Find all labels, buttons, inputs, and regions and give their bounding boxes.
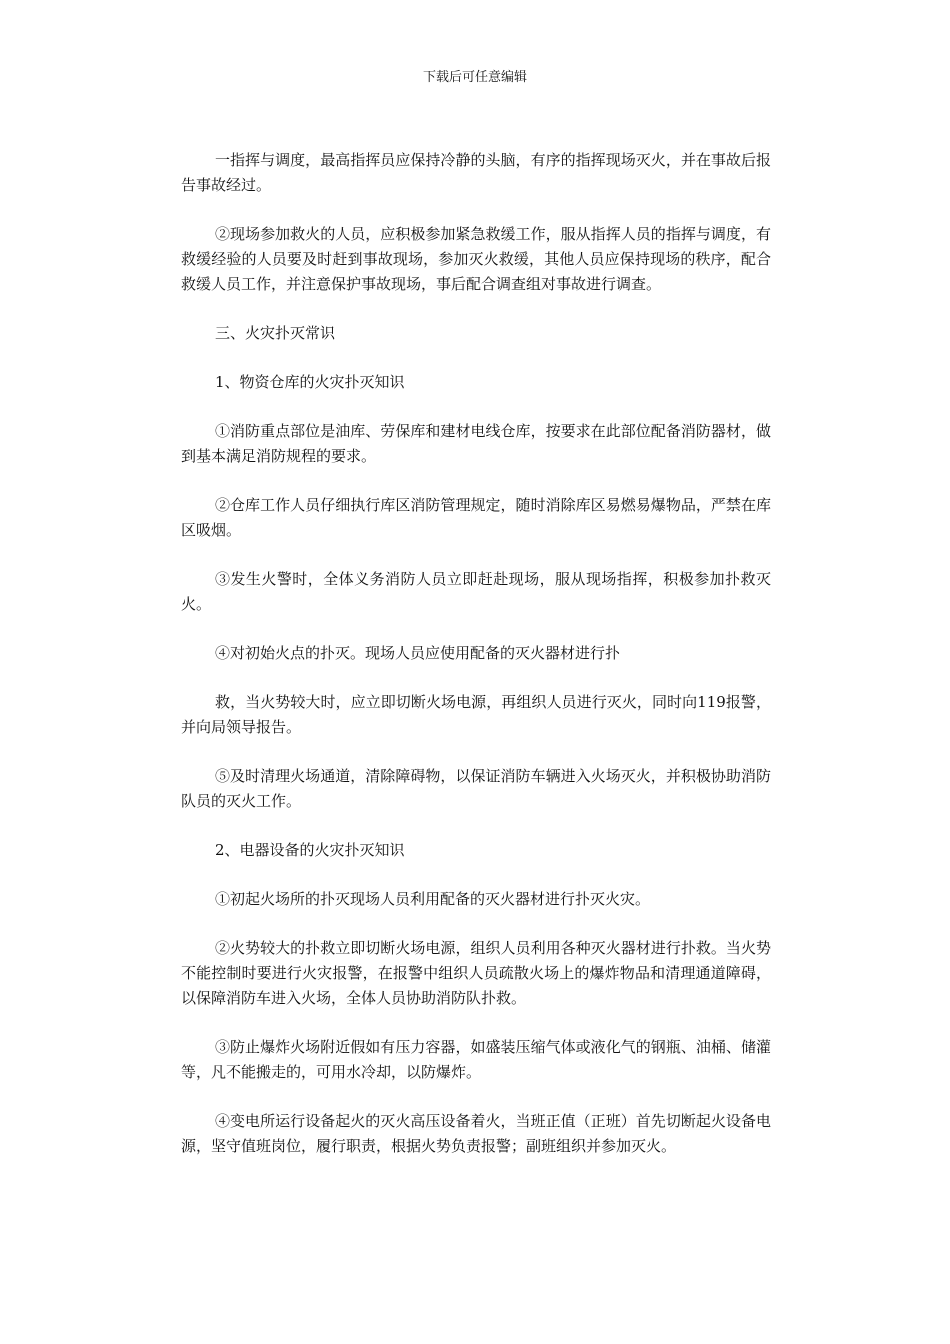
- paragraph-warehouse-3: ③发生火警时，全体义务消防人员立即赶赴现场，服从现场指挥，积极参加扑救灭火。: [181, 570, 771, 613]
- paragraph-warehouse-5: ⑤及时清理火场通道，清除障碍物，以保证消防车辆进入火场灭火，并积极协助消防队员的灭火工作。: [181, 767, 771, 810]
- paragraph-electrical-4: ④变电所运行设备起火的灭火高压设备着火，当班正值（正班）首先切断起火设备电源，坚守值班岗位，履行职责，根据火势负责报警；副班组织并参加灭火。: [181, 1112, 771, 1155]
- paragraph-command-dispatch: 一指挥与调度，最高指挥员应保持冷静的头脑，有序的指挥现场灭火，并在事故后报告事故经过。: [181, 151, 771, 194]
- subsection-heading-warehouse: 1、物资仓库的火灾扑灭知识: [215, 373, 405, 391]
- paragraph-electrical-3: ③防止爆炸火场附近假如有压力容器，如盛装压缩气体或液化气的钢瓶、油桶、储灌等，凡不能搬走的，可用水冷却，以防爆炸。: [181, 1038, 771, 1081]
- subsection-heading-electrical: 2、电器设备的火灾扑灭知识: [215, 841, 405, 859]
- section-heading-fire-knowledge: 三、火灾扑灭常识: [215, 324, 336, 342]
- paragraph-electrical-1: ①初起火场所的扑灭现场人员利用配备的灭火器材进行扑灭火灾。: [215, 890, 651, 908]
- paragraph-warehouse-1: ①消防重点部位是油库、劳保库和建材电线仓库，按要求在此部位配备消防器材，做到基本满足消防规程的要求。: [181, 422, 771, 465]
- document-body: [181, 148, 771, 1183]
- page-header: 下载后可任意编辑: [422, 70, 527, 85]
- paragraph-rescue-personnel: ②现场参加救火的人员，应积极参加紧急救缓工作，服从指挥人员的指挥与调度，有救缓经验的人员要及时赶到事故现场，参加灭火救缓，其他人员应保持现场的秩序，配合救缓人员工作，并注意保护事故现场，事后配合调查组对事故进行调查。: [181, 225, 771, 293]
- paragraph-warehouse-2: ②仓库工作人员仔细执行库区消防管理规定，随时消除库区易燃易爆物品，严禁在库区吸烟。: [181, 496, 771, 539]
- paragraph-warehouse-4-cont: 救，当火势较大时，应立即切断火场电源，再组织人员进行灭火，同时向119报警，并向局领导报告。: [181, 693, 771, 736]
- paragraph-electrical-2: ②火势较大的扑救立即切断火场电源，组织人员利用各种灭火器材进行扑救。当火势不能控制时要进行火灾报警，在报警中组织人员疏散火场上的爆炸物品和清理通道障碍，以保障消防车进入火场，全体人员协助消防队扑救。: [181, 939, 771, 1007]
- paragraph-warehouse-4: ④对初始火点的扑灭。现场人员应使用配备的灭火器材进行扑: [215, 644, 621, 662]
